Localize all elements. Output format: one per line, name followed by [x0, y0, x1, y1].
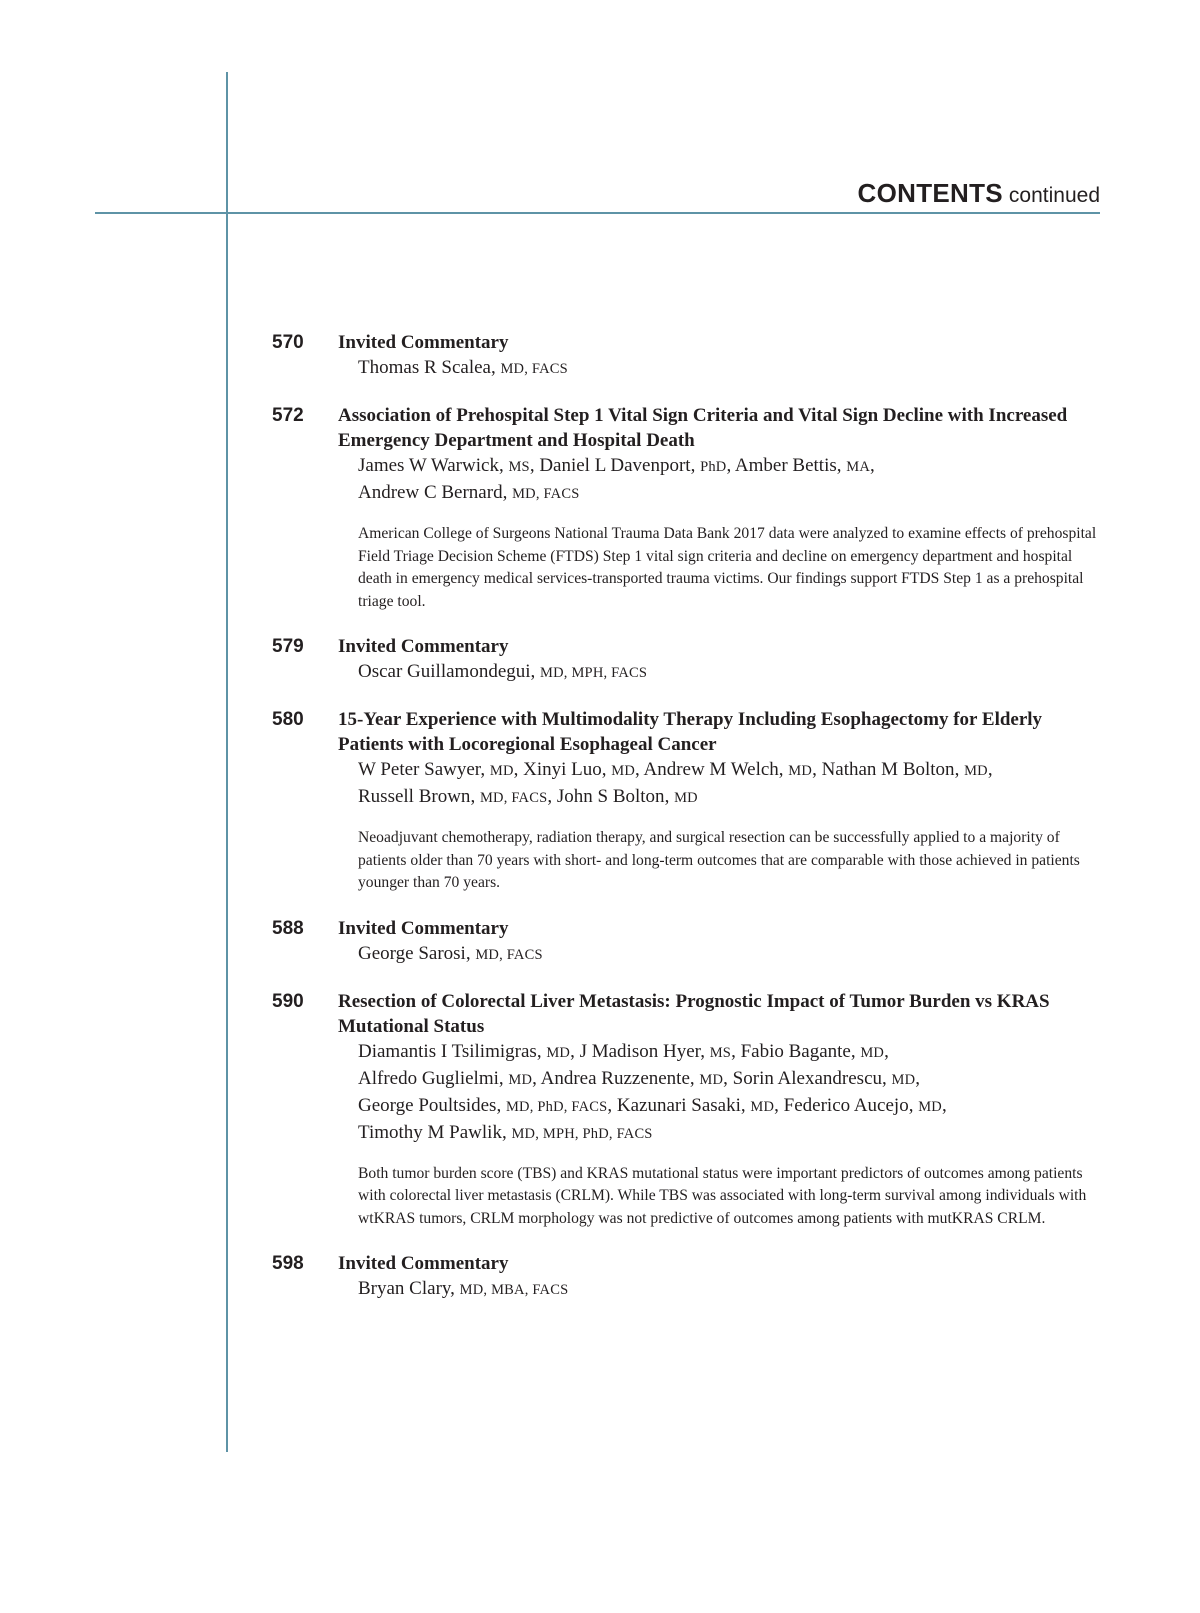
author-degrees: MD, MPH, FACS	[540, 665, 648, 681]
author-degrees: MD	[674, 790, 698, 806]
page-subtitle: continued	[1008, 184, 1100, 207]
author-degrees: MD	[891, 1071, 916, 1088]
author-name: Timothy M Pawlik	[358, 1121, 502, 1143]
author-degrees: MA	[846, 459, 871, 475]
author-name: Thomas R Scalea	[358, 357, 491, 378]
page-number: 580	[272, 709, 304, 730]
article-abstract: Neoadjuvant chemotherapy, radiation therapy, and surgical resection can be successfully applied to a majority of patients older than 70 years with short- and long-term outcomes that are comparable with those achieved in patients younger than 70 years.	[358, 829, 1080, 891]
author-degrees: MD, MBA, FACS	[459, 1282, 569, 1298]
author-degrees: MD	[508, 1071, 533, 1088]
article-title[interactable]: Invited Commentary	[338, 636, 509, 657]
article-abstract: Both tumor burden score (TBS) and KRAS mutational status were important predictors of outcomes among patients with colorectal liver metastasis (CRLM). While TBS was associated with long-term survival among individuals with wtKRAS tumors, CRLM morphology was not predictive of outcomes among patients with mutKRAS CRLM.	[358, 1164, 1087, 1227]
author-degrees: MD	[699, 1071, 724, 1088]
toc-entry[interactable]	[272, 634, 1102, 686]
author-name: J Madison Hyer	[579, 1040, 701, 1062]
author-degrees: MD	[546, 1044, 571, 1061]
author-degrees: MD, FACS	[500, 361, 568, 377]
author-name: Russell Brown	[358, 786, 471, 807]
page-number: 598	[272, 1253, 304, 1274]
author-degrees: MS	[709, 1044, 732, 1061]
author-degrees: MD, FACS	[512, 486, 580, 502]
author-degrees: MD	[860, 1044, 885, 1061]
author-degrees: PhD	[700, 459, 727, 475]
author-name: Federico Aucejo	[783, 1094, 909, 1116]
author-degrees: MD	[489, 763, 514, 779]
toc-entry[interactable]	[272, 403, 1102, 613]
page-title: CONTENTS	[857, 178, 1003, 208]
author-name: George Sarosi	[358, 942, 466, 964]
author-name: W Peter Sawyer	[358, 759, 481, 780]
article-title[interactable]: Resection of Colorectal Liver Metastasis: Prognostic Impact of Tumor Burden vs KRAS Mutational Status	[338, 990, 1050, 1037]
article-title[interactable]: Invited Commentary	[338, 917, 509, 939]
author-degrees: MD, MPH, PhD, FACS	[511, 1125, 653, 1142]
author-degrees: MD	[918, 1098, 942, 1115]
author-list: Thomas R Scalea, MD, FACS	[358, 357, 568, 378]
page-number: 572	[272, 405, 304, 426]
author-degrees: MD, PhD, FACS	[505, 1098, 608, 1115]
toc-entry[interactable]	[272, 916, 1102, 968]
author-name: Bryan Clary	[358, 1278, 451, 1299]
author-name: Diamantis I Tsilimigras	[358, 1040, 537, 1062]
author-degrees: MD, FACS	[475, 946, 543, 963]
author-name: Alfredo Guglielmi	[358, 1067, 499, 1089]
author-name: Xinyi Luo	[523, 759, 602, 780]
contents-list	[272, 330, 1102, 1324]
author-name: Oscar Guillamondegui	[358, 661, 531, 682]
article-title[interactable]: Invited Commentary	[338, 332, 509, 353]
article-title[interactable]: Invited Commentary	[338, 1253, 509, 1274]
author-list: George Sarosi, MD, FACS	[358, 942, 543, 964]
author-name: Daniel L Davenport	[539, 455, 691, 476]
author-degrees: MD	[611, 763, 636, 779]
author-list: W Peter Sawyer, MD, Xinyi Luo, MD, Andrew M Welch, MD, Nathan M Bolton, MD, Russell Brown, MD, FACS, John S Bolton, MD	[358, 759, 993, 807]
article-title[interactable]: Association of Prehospital Step 1 Vital Sign Criteria and Vital Sign Decline with Increased Emergency Department and Hospital Death	[338, 405, 1068, 451]
author-name: George Poultsides	[358, 1094, 497, 1116]
author-list: Diamantis I Tsilimigras, MD, J Madison Hyer, MS, Fabio Bagante, MD, Alfredo Guglielmi, MD, Andrea Ruzzenente, MD, Sorin Alexandrescu, MD, George Poultsides, MD, PhD, FACS, Kazunari Sasaki, MD, Federico Aucejo, MD, Timothy M Pawlik, MD, MPH, PhD, FACS	[358, 1040, 947, 1143]
vertical-rule	[226, 72, 228, 1452]
author-list: Oscar Guillamondegui, MD, MPH, FACS	[358, 661, 648, 682]
article-title[interactable]: 15-Year Experience with Multimodality Therapy Including Esophagectomy for Elderly Patients with Locoregional Esophageal Cancer	[338, 709, 1043, 755]
article-abstract: American College of Surgeons National Trauma Data Bank 2017 data were analyzed to examine effects of prehospital Field Triage Decision Scheme (FTDS) Step 1 vital sign criteria and decline on emergency department and hospital death in emergency medical services-transported trauma victims. Our findings support FTDS Step 1 as a prehospital triage tool.	[358, 525, 1097, 610]
toc-entry[interactable]	[272, 1251, 1102, 1303]
toc-entry[interactable]	[272, 707, 1102, 895]
author-list: James W Warwick, MS, Daniel L Davenport, PhD, Amber Bettis, MA, Andrew C Bernard, MD, FACS	[358, 455, 875, 503]
page-number: 570	[272, 332, 304, 353]
author-name: Sorin Alexandrescu	[732, 1067, 882, 1089]
author-name: Andrew M Welch	[643, 759, 779, 780]
author-name: Amber Bettis	[734, 455, 837, 476]
toc-entry[interactable]	[272, 989, 1102, 1231]
author-degrees: MD	[788, 763, 813, 779]
author-name: James W Warwick	[358, 455, 499, 476]
author-list: Bryan Clary, MD, MBA, FACS	[358, 1278, 569, 1299]
page-number: 588	[272, 917, 304, 939]
author-name: Kazunari Sasaki	[616, 1094, 741, 1116]
page-number: 579	[272, 636, 304, 657]
author-name: John S Bolton	[556, 786, 665, 807]
author-name: Nathan M Bolton	[821, 759, 955, 780]
toc-entry[interactable]	[272, 330, 1102, 382]
author-name: Andrea Ruzzenente	[540, 1067, 690, 1089]
author-degrees: MD, FACS	[479, 790, 548, 806]
author-degrees: MS	[508, 459, 530, 475]
horizontal-rule	[95, 212, 1100, 214]
author-degrees: MD	[964, 763, 988, 779]
author-name: Fabio Bagante	[740, 1040, 851, 1062]
page-number: 590	[272, 990, 304, 1012]
author-name: Andrew C Bernard	[358, 482, 503, 503]
author-degrees: MD	[750, 1098, 775, 1115]
page-header	[858, 178, 1100, 209]
